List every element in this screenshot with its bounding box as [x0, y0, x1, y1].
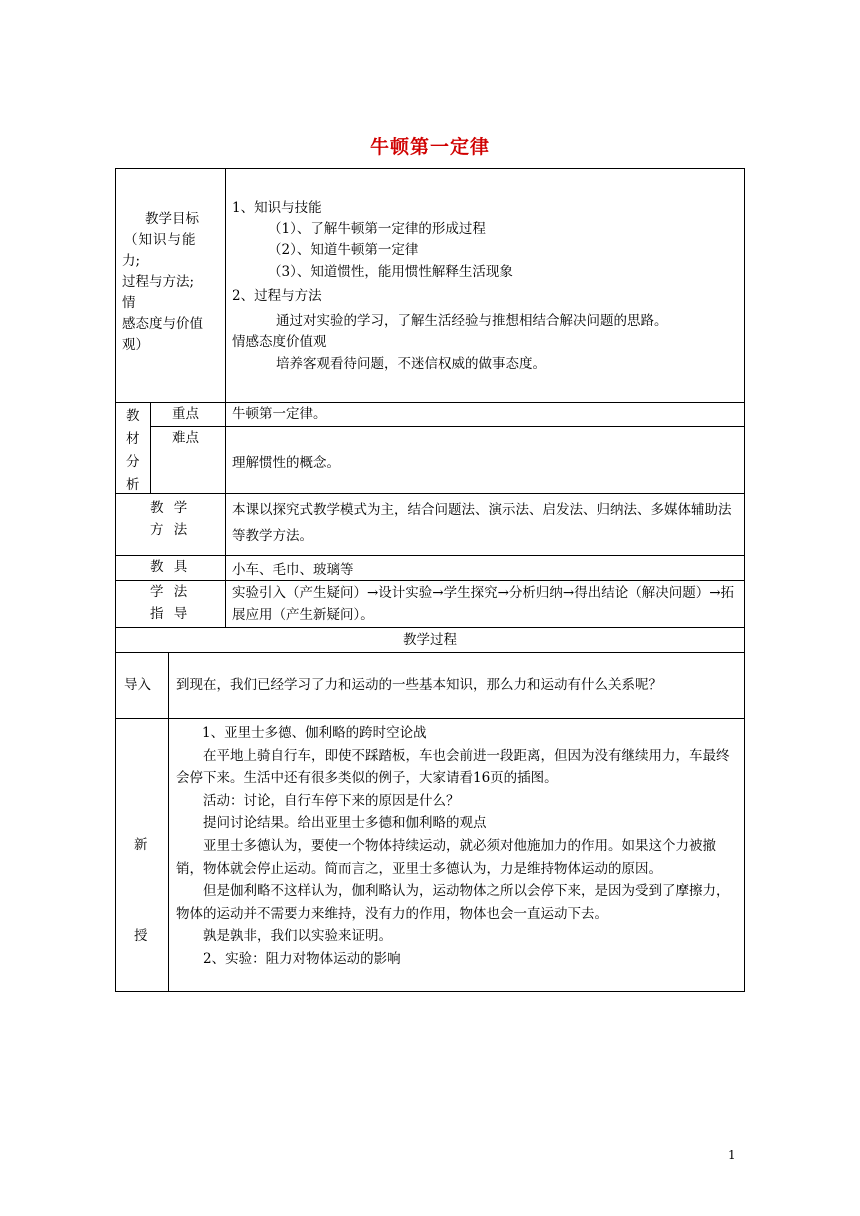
column-divider: [168, 652, 169, 992]
tools-text: 小车、毛巾、玻璃等: [232, 562, 354, 578]
key-point-label: 重点: [172, 406, 199, 422]
tools-label: 教 具: [150, 559, 188, 575]
new-lesson-content: [176, 722, 738, 971]
difficulty-text: 理解惯性的概念。: [232, 455, 340, 471]
paragraph: 在平地上骑自行车，即使不踩踏板，车也会前进一段距离，但因为没有继续用力，车最终会停下来。生活中还有很多类似的例子，大家请看16页的插图。: [176, 747, 730, 787]
row-divider: [115, 627, 745, 628]
paragraph: 提问讨论结果。给出亚里士多德和伽利略的观点: [203, 815, 487, 832]
difficulty-label: 难点: [172, 430, 199, 446]
page-number: 1: [728, 1148, 736, 1162]
paragraph: 活动：讨论，自行车停下来的原因是什么？: [203, 792, 460, 809]
row-divider: [115, 580, 745, 581]
paragraph: 1、亚里士多德、伽利略的跨时空论战: [202, 725, 427, 741]
paragraph: 2、实验：阻力对物体运动的影响: [203, 950, 401, 967]
process-header: 教学过程: [403, 632, 457, 648]
row-divider: [115, 493, 745, 494]
row-divider: [115, 402, 745, 403]
column-divider: [150, 402, 151, 493]
row-divider: [115, 652, 745, 653]
row-divider: [115, 718, 745, 719]
method-text: 本课以探究式教学模式为主，结合问题法、演示法、启发法、归纳法、多媒体辅助法等教学方法。: [232, 502, 732, 544]
intro-label: 导入: [124, 677, 151, 693]
guide-text: 实验引入（产生疑问）→设计实验→学生探究→分析归纳→得出结论（解决问题）→拓展应用（产生新疑问）。: [232, 585, 735, 623]
page-title: 牛顿第一定律: [369, 136, 490, 158]
row-divider: [150, 426, 745, 427]
paragraph: 亚里士多德认为，要使一个物体持续运动，就必须对他施加力的作用。如果这个力被撤销，物体就会停止运动。简而言之，亚里士多德认为，力是维持物体运动的原因。: [176, 837, 716, 877]
column-divider: [225, 168, 226, 627]
row-divider: [115, 555, 745, 556]
paragraph: 孰是孰非，我们以实验来证明。: [203, 928, 392, 945]
intro-text: 到现在，我们已经学习了力和运动的一些基本知识，那么力和运动有什么关系呢？: [176, 677, 662, 693]
paragraph: 但是伽利略不这样认为，伽利略认为，运动物体之所以会停下来，是因为受到了摩擦力，物体的运动并不需要力来维持，没有力的作用，物体也会一直运动下去。: [176, 883, 730, 922]
key-point-text: 牛顿第一定律。: [232, 406, 327, 422]
